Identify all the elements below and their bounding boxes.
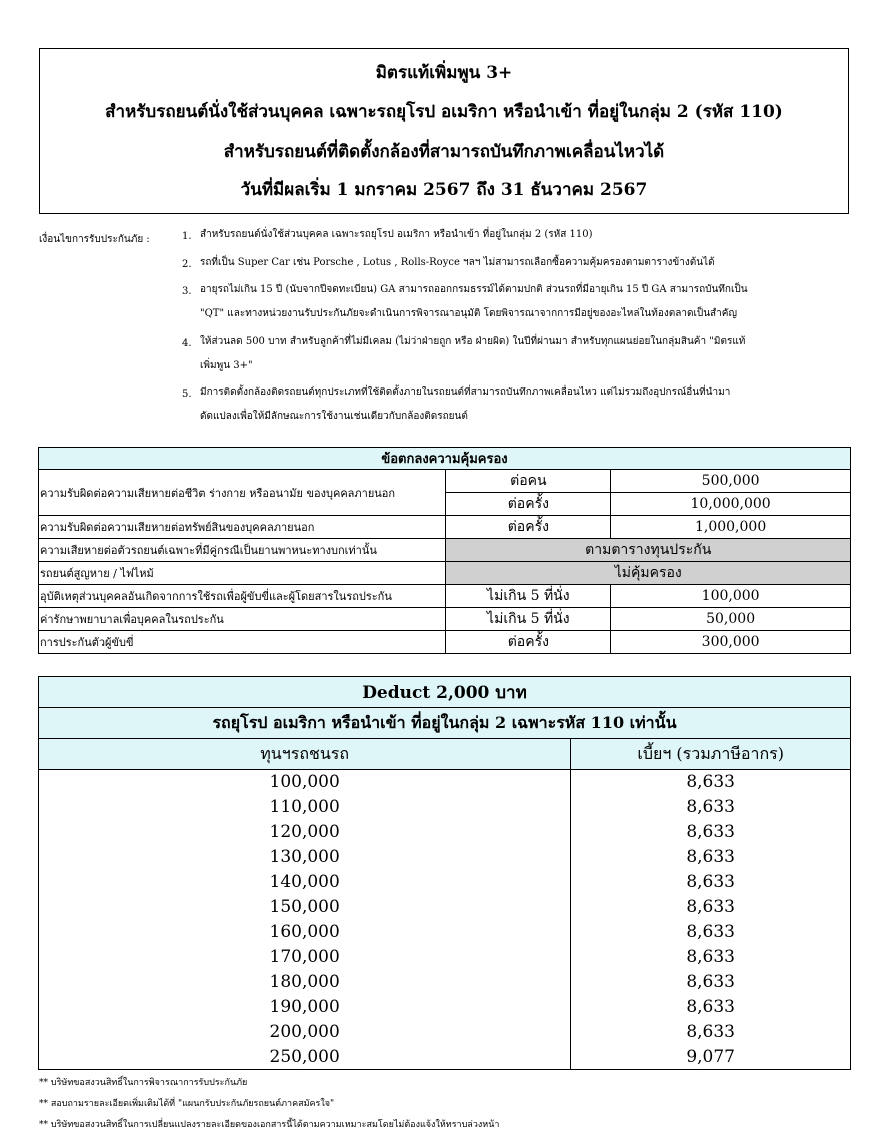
coverage-row (39, 562, 851, 585)
sum-insured-cell: 250,000 (39, 1045, 571, 1070)
condition-text: ให้ส่วนลด 500 บาท สำหรับลูกค้าที่ไม่มีเคลม (ไม่ว่าฝ่ายถูก หรือ ฝ่ายผิด) ในปีที่ผ่านมา สำหรับทุกแผนย่อยในกลุ่มสินค้า "มิตรแท้ (200, 336, 746, 347)
coverage-row (39, 608, 851, 631)
coverage-unit: ไม่เกิน 5 ที่นั่ง (446, 608, 611, 631)
conditions-label: เงื่อนไขการรับประกันภัย : (39, 234, 150, 245)
coverage-title: ข้อตกลงความคุ้มครอง (39, 448, 851, 470)
sum-insured-cell: 150,000 (39, 895, 571, 920)
premium-cell: 8,633 (571, 920, 851, 945)
premium-row (39, 1045, 851, 1070)
premium-row (39, 795, 851, 820)
sum-insured-cell: 160,000 (39, 920, 571, 945)
coverage-desc: ความรับผิดต่อความเสียหายต่อทรัพย์สินของบุคคลภายนอก (39, 516, 446, 539)
sum-insured-cell: 100,000 (39, 770, 571, 795)
condition-text: สำหรับรถยนต์นั่งใช้ส่วนบุคคล เฉพาะรถยุโรป อเมริกา หรือนำเข้า ที่อยู่ในกลุ่ม 2 (รหัส 110) (200, 229, 593, 240)
sum-insured-cell: 120,000 (39, 820, 571, 845)
condition-number: 4. (182, 338, 192, 349)
header-box (39, 48, 849, 214)
coverage-unit: ต่อครั้ง (446, 493, 611, 516)
product-title: มิตรแท้เพิ่มพูน 3+ (375, 63, 513, 83)
premium-row (39, 945, 851, 970)
coverage-row (39, 631, 851, 654)
premium-cell: 8,633 (571, 945, 851, 970)
coverage-unit: ต่อครั้ง (446, 631, 611, 654)
coverage-value: 50,000 (611, 608, 851, 631)
premium-row (39, 820, 851, 845)
condition-text: อายุรถไม่เกิน 15 ปี (นับจากปีจดทะเบียน) GA สามารถออกกรมธรรม์ได้ตามปกติ ส่วนรถที่มีอายุเกิน 15 ปี GA สามารถบันทึกเป็น (200, 284, 748, 295)
sum-insured-cell: 180,000 (39, 970, 571, 995)
coverage-value: 100,000 (611, 585, 851, 608)
coverage-value: 300,000 (611, 631, 851, 654)
condition-text: เพิ่มพูน 3+" (200, 360, 253, 371)
premium-header: เบี้ยฯ (รวมภาษีอากร) (571, 739, 851, 770)
coverage-row (39, 539, 851, 562)
premium-cell: 8,633 (571, 970, 851, 995)
coverage-unit: ต่อครั้ง (446, 516, 611, 539)
condition-number: 2. (182, 259, 192, 270)
coverage-desc: อุบัติเหตุส่วนบุคคลอันเกิดจากการใช้รถเพื่อผู้ขับขี่และผู้โดยสารในรถประกัน (39, 585, 446, 608)
premium-cell: 8,633 (571, 870, 851, 895)
condition-text: รถที่เป็น Super Car เช่น Porsche , Lotus , Rolls-Royce ฯลฯ ไม่สามารถเลือกซื้อความคุ้มครองตามตารางข้างต้นได้ (200, 257, 715, 268)
sum-insured-cell: 190,000 (39, 995, 571, 1020)
sum-insured-header: ทุนฯรถชนรถ (39, 739, 571, 770)
coverage-unit: ต่อคน (446, 470, 611, 493)
premium-row (39, 995, 851, 1020)
premium-cell: 8,633 (571, 1020, 851, 1045)
premium-row (39, 870, 851, 895)
coverage-desc: ความรับผิดต่อความเสียหายต่อชีวิต ร่างกาย หรืออนามัย ของบุคคลภายนอก (39, 470, 446, 516)
premium-subtitle: รถยุโรป อเมริกา หรือนำเข้า ที่อยู่ในกลุ่ม 2 เฉพาะรหัส 110 เท่านั้น (39, 708, 851, 739)
premium-row (39, 770, 851, 795)
footnote: ** บริษัทขอสงวนสิทธิ์ในการเปลี่ยนแปลงรายละเอียดของเอกสารนี้ได้ตามความเหมาะสมโดยไม่ต้องแจ้งให้ทราบล่วงหน้า (39, 1120, 500, 1130)
premium-cell: 9,077 (571, 1045, 851, 1070)
condition-text: มีการติดตั้งกล้องติดรถยนต์ทุกประเภทที่ใช้ติดตั้งภายในรถยนต์ที่สามารถบันทึกภาพเคลื่อนไหว แต่ไม่รวมถึงอุปกรณ์อื่นที่นำมา (200, 387, 731, 398)
premium-row (39, 920, 851, 945)
coverage-unit: ไม่เกิน 5 ที่นั่ง (446, 585, 611, 608)
premium-cell: 8,633 (571, 820, 851, 845)
premium-cell: 8,633 (571, 770, 851, 795)
footnote: ** บริษัทขอสงวนสิทธิ์ในการพิจารณาการรับประกันภัย (39, 1078, 248, 1088)
coverage-desc: ค่ารักษาพยาบาลเพื่อบุคคลในรถประกัน (39, 608, 446, 631)
premium-cell: 8,633 (571, 845, 851, 870)
coverage-value: 500,000 (611, 470, 851, 493)
condition-number: 5. (182, 389, 192, 400)
coverage-row (39, 585, 851, 608)
premium-cell: 8,633 (571, 995, 851, 1020)
coverage-value: 1,000,000 (611, 516, 851, 539)
coverage-value: 10,000,000 (611, 493, 851, 516)
coverage-desc: ความเสียหายต่อตัวรถยนต์เฉพาะที่มีคู่กรณีเป็นยานพาหนะทางบกเท่านั้น (39, 539, 446, 562)
premium-row (39, 845, 851, 870)
sum-insured-cell: 200,000 (39, 1020, 571, 1045)
premium-table (38, 676, 851, 1070)
premium-cell: 8,633 (571, 795, 851, 820)
coverage-desc: การประกันตัวผู้ขับขี่ (39, 631, 446, 654)
sum-insured-cell: 110,000 (39, 795, 571, 820)
condition-number: 1. (182, 231, 192, 242)
deduct-heading: Deduct 2,000 บาท (39, 677, 851, 708)
coverage-desc: รถยนต์สูญหาย / ไฟไหม้ (39, 562, 446, 585)
premium-row (39, 895, 851, 920)
condition-text: "QT" และทางหน่วยงานรับประกันภัยจะดำเนินการพิจารณาอนุมัติ โดยพิจารณาจากการมีอยู่ของอะไหล่ในท้องตลาดเป็นสำคัญ (200, 308, 737, 319)
sum-insured-cell: 170,000 (39, 945, 571, 970)
coverage-row (39, 470, 851, 493)
premium-row (39, 1020, 851, 1045)
coverage-value: ไม่คุ้มครอง (446, 562, 851, 585)
sum-insured-cell: 130,000 (39, 845, 571, 870)
coverage-value: ตามตารางทุนประกัน (446, 539, 851, 562)
premium-row (39, 970, 851, 995)
effective-date: วันที่มีผลเริ่ม 1 มกราคม 2567 ถึง 31 ธันวาคม 2567 (240, 180, 648, 200)
condition-text: ดัดแปลงเพื่อให้มีลักษณะการใช้งานเช่นเดียวกับกล้องติดรถยนต์ (200, 411, 468, 422)
coverage-table (38, 447, 851, 654)
premium-cell: 8,633 (571, 895, 851, 920)
coverage-row (39, 516, 851, 539)
condition-number: 3. (182, 286, 192, 297)
vehicle-scope: สำหรับรถยนต์นั่งใช้ส่วนบุคคล เฉพาะรถยุโรป อเมริกา หรือนำเข้า ที่อยู่ในกลุ่ม 2 (รหัส 110) (105, 102, 783, 122)
footnote: ** สอบถามรายละเอียดเพิ่มเติมได้ที่ "แผนกรับประกันภัยรถยนต์ภาคสมัครใจ" (39, 1099, 335, 1109)
camera-scope: สำหรับรถยนต์ที่ติดตั้งกล้องที่สามารถบันทึกภาพเคลื่อนไหวได้ (223, 142, 665, 162)
sum-insured-cell: 140,000 (39, 870, 571, 895)
